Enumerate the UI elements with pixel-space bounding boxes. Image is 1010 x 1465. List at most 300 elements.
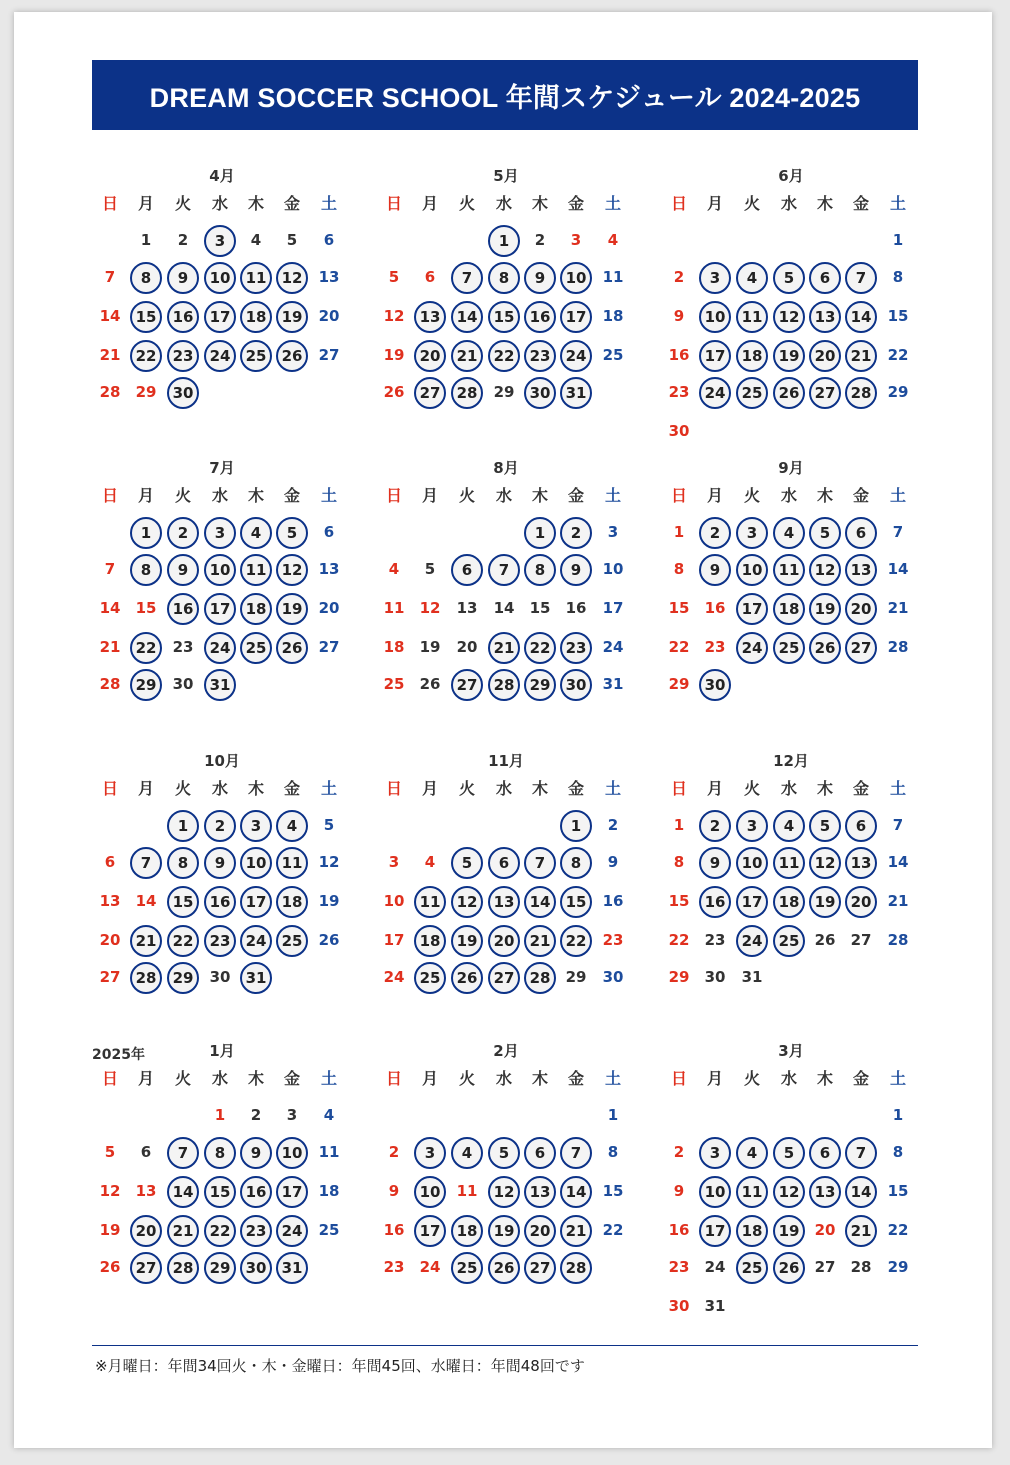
- day-number: 12: [419, 599, 441, 617]
- day-number: 14: [560, 1176, 592, 1208]
- day-number: 5: [388, 268, 400, 286]
- month-title: 9月: [778, 459, 804, 477]
- day-number: 15: [668, 892, 690, 910]
- calendar-day: [661, 416, 697, 446]
- calendar-day: [92, 377, 128, 407]
- lesson-day: [238, 886, 274, 916]
- lesson-day: [558, 810, 594, 840]
- lesson-day: [274, 554, 310, 584]
- weekday-header: 木: [247, 194, 264, 213]
- day-number: 31: [602, 675, 624, 693]
- day-number: 19: [318, 892, 340, 910]
- calendar-day: [92, 925, 128, 955]
- lesson-day: [697, 554, 733, 584]
- day-number: 18: [773, 886, 805, 918]
- calendar-day: [92, 1176, 128, 1206]
- day-number: 29: [565, 968, 587, 986]
- lesson-day: [202, 847, 238, 877]
- weekday-header: 火: [458, 486, 475, 505]
- calendar-day: [595, 1176, 631, 1206]
- day-number: 6: [845, 810, 877, 842]
- lesson-day: [238, 262, 274, 292]
- lesson-day: [274, 810, 310, 840]
- day-number: 19: [451, 925, 483, 957]
- calendar-day: [128, 593, 164, 623]
- lesson-day: [238, 962, 274, 992]
- calendar-day: [843, 925, 879, 955]
- day-number: 24: [704, 1258, 726, 1276]
- weekday-header: 日: [670, 1069, 687, 1088]
- day-number: 1: [214, 1106, 226, 1124]
- day-number: 17: [736, 886, 768, 918]
- day-number: 27: [488, 962, 520, 994]
- year-label: 2025年: [92, 1047, 145, 1063]
- lesson-day: [771, 593, 807, 623]
- day-number: 21: [887, 892, 909, 910]
- day-number: 29: [887, 383, 909, 401]
- calendar-day: [595, 1215, 631, 1245]
- weekday-header: 土: [320, 1069, 337, 1088]
- day-number: 16: [565, 599, 587, 617]
- weekday-header: 木: [531, 779, 548, 798]
- day-number: 27: [99, 968, 121, 986]
- weekday-header: 金: [567, 779, 584, 798]
- day-number: 26: [451, 962, 483, 994]
- lesson-day: [522, 517, 558, 547]
- lesson-day: [771, 847, 807, 877]
- day-number: 8: [607, 1143, 619, 1161]
- day-number: 31: [240, 962, 272, 994]
- day-number: 1: [524, 517, 556, 549]
- calendar-day: [202, 962, 238, 992]
- day-number: 18: [602, 307, 624, 325]
- day-number: 23: [668, 383, 690, 401]
- lesson-day: [558, 377, 594, 407]
- day-number: 8: [560, 847, 592, 879]
- day-number: 28: [488, 669, 520, 701]
- calendar-day: [412, 262, 448, 292]
- calendar-day: [661, 925, 697, 955]
- calendar-day: [311, 225, 347, 255]
- day-number: 26: [814, 931, 836, 949]
- lesson-day: [522, 632, 558, 662]
- day-number: 3: [736, 810, 768, 842]
- calendar-day: [376, 632, 412, 662]
- calendar-day: [165, 632, 201, 662]
- weekday-header: 月: [706, 194, 723, 213]
- day-number: 2: [607, 816, 619, 834]
- calendar-day: [807, 1215, 843, 1245]
- calendar-day: [661, 554, 697, 584]
- day-number: 20: [809, 340, 841, 372]
- lesson-day: [412, 1176, 448, 1206]
- day-number: 20: [414, 340, 446, 372]
- lesson-day: [165, 925, 201, 955]
- lesson-day: [807, 1176, 843, 1206]
- day-number: 16: [668, 346, 690, 364]
- weekday-header: 日: [385, 486, 402, 505]
- weekday-header: 水: [780, 1069, 797, 1088]
- day-number: 10: [602, 560, 624, 578]
- calendar-day: [311, 340, 347, 370]
- month-title: 10月: [204, 752, 240, 770]
- day-number: 14: [493, 599, 515, 617]
- day-number: 7: [451, 262, 483, 294]
- day-number: 21: [451, 340, 483, 372]
- weekday-header: 月: [137, 194, 154, 213]
- day-number: 11: [240, 554, 272, 586]
- day-number: 27: [130, 1252, 162, 1284]
- month-calendar: [92, 165, 352, 465]
- lesson-day: [522, 886, 558, 916]
- day-number: 8: [892, 1143, 904, 1161]
- day-number: 28: [845, 377, 877, 409]
- calendar-day: [311, 632, 347, 662]
- lesson-day: [734, 517, 770, 547]
- weekday-header: 木: [531, 486, 548, 505]
- day-number: 30: [240, 1252, 272, 1284]
- calendar-day: [92, 669, 128, 699]
- weekday-header: 金: [283, 779, 300, 798]
- day-number: 8: [524, 554, 556, 586]
- day-number: 19: [809, 593, 841, 625]
- day-number: 2: [388, 1143, 400, 1161]
- day-number: 24: [699, 377, 731, 409]
- day-number: 1: [892, 1106, 904, 1124]
- calendar-day: [661, 632, 697, 662]
- calendar-day: [661, 593, 697, 623]
- day-number: 2: [673, 268, 685, 286]
- day-number: 28: [130, 962, 162, 994]
- calendar-day: [92, 301, 128, 331]
- weekday-header: 日: [101, 194, 118, 213]
- calendar-day: [412, 554, 448, 584]
- day-number: 21: [560, 1215, 592, 1247]
- lesson-day: [238, 554, 274, 584]
- calendar-day: [697, 962, 733, 992]
- day-number: 17: [276, 1176, 308, 1208]
- calendar-day: [697, 1291, 733, 1321]
- lesson-day: [771, 1215, 807, 1245]
- day-number: 6: [323, 231, 335, 249]
- day-number: 2: [699, 517, 731, 549]
- lesson-day: [128, 340, 164, 370]
- day-number: 21: [167, 1215, 199, 1247]
- lesson-day: [558, 1137, 594, 1167]
- day-number: 11: [602, 268, 624, 286]
- day-number: 30: [209, 968, 231, 986]
- weekday-header: 土: [889, 1069, 906, 1088]
- day-number: 21: [99, 638, 121, 656]
- day-number: 4: [773, 810, 805, 842]
- day-number: 20: [318, 307, 340, 325]
- calendar-day: [486, 377, 522, 407]
- day-number: 27: [814, 1258, 836, 1276]
- calendar-day: [595, 886, 631, 916]
- day-number: 3: [286, 1106, 298, 1124]
- lesson-day: [734, 1215, 770, 1245]
- day-number: 1: [673, 816, 685, 834]
- lesson-day: [412, 1137, 448, 1167]
- day-number: 25: [383, 675, 405, 693]
- calendar-day: [376, 301, 412, 331]
- day-number: 14: [845, 1176, 877, 1208]
- calendar-day: [376, 925, 412, 955]
- lesson-day: [697, 810, 733, 840]
- day-number: 7: [845, 1137, 877, 1169]
- lesson-day: [128, 925, 164, 955]
- calendar-day: [595, 925, 631, 955]
- day-number: 6: [845, 517, 877, 549]
- lesson-day: [522, 1176, 558, 1206]
- calendar-day: [697, 632, 733, 662]
- lesson-day: [843, 377, 879, 407]
- day-number: 14: [167, 1176, 199, 1208]
- day-number: 9: [167, 554, 199, 586]
- day-number: 8: [204, 1137, 236, 1169]
- day-number: 12: [276, 262, 308, 294]
- lesson-day: [771, 554, 807, 584]
- calendar-day: [376, 262, 412, 292]
- weekday-header: 火: [174, 486, 191, 505]
- calendar-day: [92, 847, 128, 877]
- day-number: 17: [736, 593, 768, 625]
- day-number: 18: [736, 1215, 768, 1247]
- day-number: 14: [99, 599, 121, 617]
- calendar-day: [807, 1252, 843, 1282]
- day-number: 12: [318, 853, 340, 871]
- lesson-day: [843, 262, 879, 292]
- lesson-day: [734, 340, 770, 370]
- calendar-day: [449, 593, 485, 623]
- calendar-day: [92, 593, 128, 623]
- day-number: 2: [204, 810, 236, 842]
- lesson-day: [486, 301, 522, 331]
- day-number: 16: [524, 301, 556, 333]
- lesson-day: [274, 593, 310, 623]
- lesson-day: [843, 1176, 879, 1206]
- calendar-day: [376, 962, 412, 992]
- month-title: 11月: [488, 752, 524, 770]
- day-number: 22: [167, 925, 199, 957]
- day-number: 9: [388, 1182, 400, 1200]
- lesson-day: [202, 301, 238, 331]
- lesson-day: [486, 225, 522, 255]
- lesson-day: [486, 1137, 522, 1167]
- day-number: 27: [809, 377, 841, 409]
- weekday-header: 土: [889, 486, 906, 505]
- day-number: 13: [809, 301, 841, 333]
- day-number: 30: [524, 377, 556, 409]
- lesson-day: [274, 517, 310, 547]
- lesson-day: [128, 301, 164, 331]
- calendar-day: [595, 554, 631, 584]
- lesson-day: [165, 517, 201, 547]
- month-calendar: [661, 750, 921, 1050]
- lesson-day: [449, 962, 485, 992]
- weekday-header: 水: [495, 779, 512, 798]
- day-number: 16: [383, 1221, 405, 1239]
- day-number: 16: [704, 599, 726, 617]
- lesson-day: [449, 554, 485, 584]
- lesson-day: [843, 847, 879, 877]
- calendar-day: [880, 1176, 916, 1206]
- lesson-day: [843, 1137, 879, 1167]
- lesson-day: [843, 886, 879, 916]
- month-calendar: [376, 1040, 636, 1340]
- calendar-day: [449, 632, 485, 662]
- lesson-day: [449, 1252, 485, 1282]
- day-number: 9: [204, 847, 236, 879]
- weekday-header: 日: [101, 486, 118, 505]
- day-number: 5: [451, 847, 483, 879]
- lesson-day: [128, 1252, 164, 1282]
- day-number: 24: [560, 340, 592, 372]
- lesson-day: [202, 1215, 238, 1245]
- calendar-day: [376, 1215, 412, 1245]
- day-number: 26: [419, 675, 441, 693]
- day-number: 6: [424, 268, 436, 286]
- day-number: 5: [809, 517, 841, 549]
- lesson-day: [807, 593, 843, 623]
- day-number: 8: [892, 268, 904, 286]
- lesson-day: [165, 847, 201, 877]
- day-number: 30: [167, 377, 199, 409]
- calendar-day: [376, 886, 412, 916]
- day-number: 21: [130, 925, 162, 957]
- weekday-header: 日: [385, 779, 402, 798]
- lesson-day: [202, 1252, 238, 1282]
- day-number: 23: [383, 1258, 405, 1276]
- lesson-day: [486, 1252, 522, 1282]
- month-title: 4月: [209, 167, 235, 185]
- lesson-day: [697, 847, 733, 877]
- weekday-header: 土: [320, 486, 337, 505]
- calendar-day: [880, 886, 916, 916]
- lesson-day: [449, 340, 485, 370]
- day-number: 10: [240, 847, 272, 879]
- day-number: 4: [323, 1106, 335, 1124]
- day-number: 23: [172, 638, 194, 656]
- day-number: 27: [451, 669, 483, 701]
- lesson-day: [449, 1137, 485, 1167]
- lesson-day: [449, 886, 485, 916]
- weekday-header: 金: [567, 194, 584, 213]
- calendar-day: [880, 301, 916, 331]
- calendar-day: [311, 1137, 347, 1167]
- day-number: 6: [451, 554, 483, 586]
- day-number: 4: [424, 853, 436, 871]
- day-number: 12: [773, 301, 805, 333]
- day-number: 8: [673, 853, 685, 871]
- lesson-day: [843, 517, 879, 547]
- calendar-day: [880, 340, 916, 370]
- calendar-day: [880, 1252, 916, 1282]
- calendar-day: [880, 554, 916, 584]
- lesson-day: [274, 1215, 310, 1245]
- lesson-day: [165, 262, 201, 292]
- lesson-day: [449, 669, 485, 699]
- lesson-day: [486, 340, 522, 370]
- calendar-day: [880, 225, 916, 255]
- lesson-day: [486, 925, 522, 955]
- lesson-day: [238, 593, 274, 623]
- day-number: 20: [99, 931, 121, 949]
- day-number: 15: [204, 1176, 236, 1208]
- lesson-day: [843, 1215, 879, 1245]
- day-number: 26: [276, 340, 308, 372]
- day-number: 25: [602, 346, 624, 364]
- lesson-day: [558, 669, 594, 699]
- calendar-day: [128, 1137, 164, 1167]
- day-number: 21: [845, 340, 877, 372]
- lesson-day: [522, 847, 558, 877]
- day-number: 30: [704, 968, 726, 986]
- day-number: 9: [699, 847, 731, 879]
- lesson-day: [165, 377, 201, 407]
- calendar-day: [376, 340, 412, 370]
- day-number: 16: [204, 886, 236, 918]
- lesson-day: [522, 340, 558, 370]
- lesson-day: [697, 301, 733, 331]
- lesson-day: [771, 340, 807, 370]
- weekday-header: 土: [889, 779, 906, 798]
- lesson-day: [412, 377, 448, 407]
- calendar-day: [595, 517, 631, 547]
- lesson-day: [558, 554, 594, 584]
- calendar-day: [595, 632, 631, 662]
- calendar-day: [128, 886, 164, 916]
- day-number: 15: [602, 1182, 624, 1200]
- lesson-day: [558, 517, 594, 547]
- weekday-header: 水: [780, 779, 797, 798]
- lesson-day: [697, 1176, 733, 1206]
- weekday-header: 日: [670, 486, 687, 505]
- lesson-day: [807, 340, 843, 370]
- lesson-day: [522, 554, 558, 584]
- lesson-day: [449, 262, 485, 292]
- calendar-day: [880, 810, 916, 840]
- day-number: 19: [276, 593, 308, 625]
- day-number: 10: [736, 554, 768, 586]
- calendar-day: [595, 847, 631, 877]
- day-number: 30: [602, 968, 624, 986]
- day-number: 30: [699, 669, 731, 701]
- day-number: 29: [524, 669, 556, 701]
- weekday-header: 月: [706, 779, 723, 798]
- day-number: 13: [488, 886, 520, 918]
- lesson-day: [522, 1252, 558, 1282]
- weekday-header: 金: [567, 1069, 584, 1088]
- day-number: 15: [167, 886, 199, 918]
- day-number: 5: [276, 517, 308, 549]
- lesson-day: [734, 1137, 770, 1167]
- day-number: 13: [414, 301, 446, 333]
- weekday-header: 火: [743, 1069, 760, 1088]
- day-number: 30: [668, 422, 690, 440]
- day-number: 22: [130, 632, 162, 664]
- lesson-day: [807, 886, 843, 916]
- lesson-day: [165, 1215, 201, 1245]
- lesson-day: [165, 554, 201, 584]
- day-number: 22: [887, 346, 909, 364]
- day-number: 24: [602, 638, 624, 656]
- day-number: 5: [104, 1143, 116, 1161]
- day-number: 4: [451, 1137, 483, 1169]
- lesson-day: [165, 962, 201, 992]
- lesson-day: [843, 810, 879, 840]
- weekday-header: 木: [816, 194, 833, 213]
